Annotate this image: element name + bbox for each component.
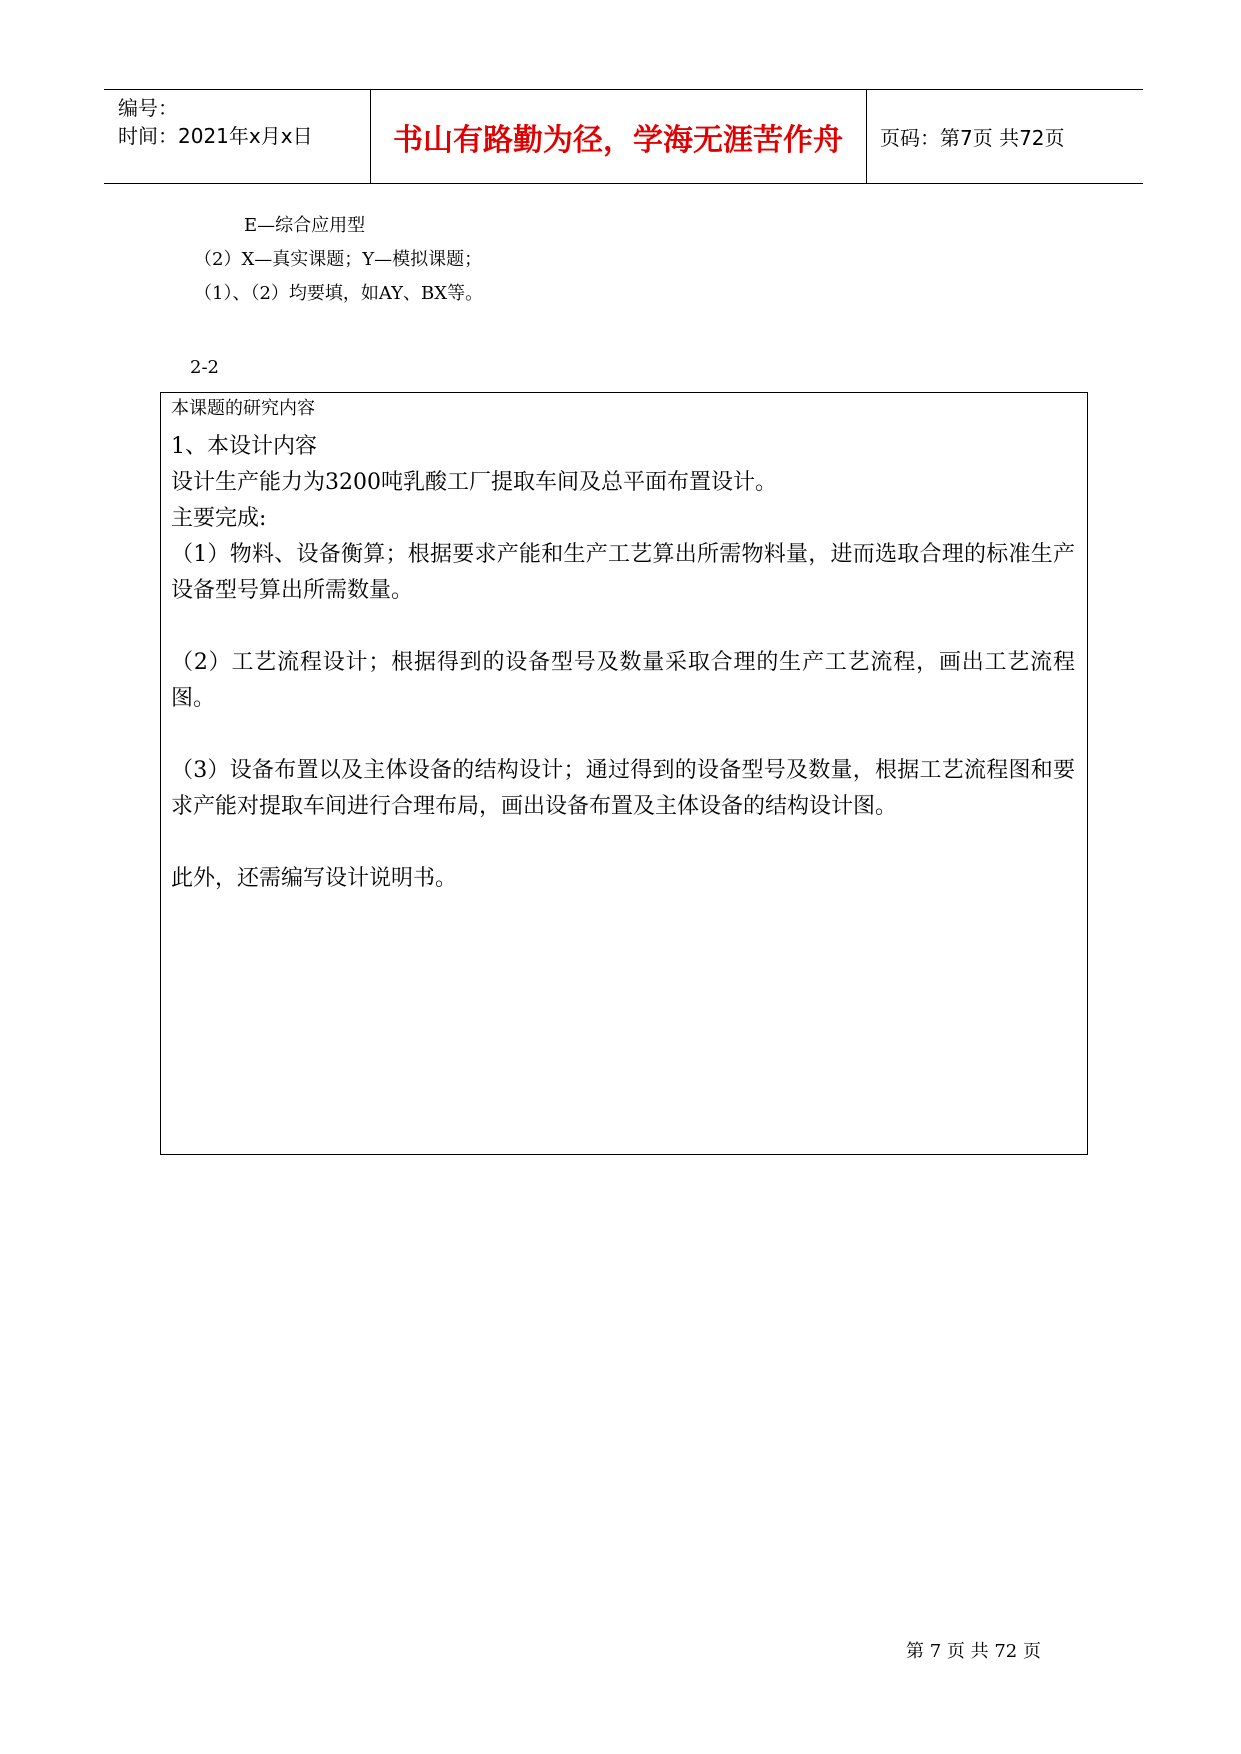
header-page-number: 页码：第7页 共72页 bbox=[880, 126, 1065, 150]
note-line: （1）、（2）均要填，如AY、BX等。 bbox=[194, 283, 484, 304]
paragraph: 1、本设计内容 bbox=[171, 434, 317, 459]
box-body bbox=[171, 429, 1075, 897]
header-motto: 书山有路勤为径，学海无涯苦作舟 bbox=[393, 122, 843, 158]
note-line: （2）X—真实课题；Y—模拟课题； bbox=[194, 249, 483, 270]
research-content-box bbox=[160, 392, 1088, 1155]
paragraph: 设计生产能力为3200吨乳酸工厂提取车间及总平面布置设计。 bbox=[171, 470, 777, 495]
date-label: 时间：2021年x月x日 bbox=[118, 124, 313, 148]
section-number: 2-2 bbox=[190, 357, 219, 378]
paragraph: 此外，还需编写设计说明书。 bbox=[171, 866, 458, 891]
number-label: 编号： bbox=[118, 96, 178, 120]
header-meta bbox=[118, 94, 366, 150]
page-header bbox=[104, 89, 1143, 184]
paragraph: （3）设备布置以及主体设备的结构设计；通过得到的设备型号及数量，根据工艺流程图和要求产能对提取车间进行合理布局，画出设备布置及主体设备的结构设计图。 bbox=[171, 758, 1075, 819]
box-title: 本课题的研究内容 bbox=[171, 398, 315, 419]
paragraph: （1）物料、设备衡算；根据要求产能和生产工艺算出所需物料量，进而选取合理的标准生产设备型号算出所需数量。 bbox=[171, 542, 1075, 603]
paragraph: （2）工艺流程设计；根据得到的设备型号及数量采取合理的生产工艺流程，画出工艺流程图。 bbox=[171, 650, 1075, 711]
paragraph: 主要完成: bbox=[171, 506, 267, 531]
footer-page-number: 第 7 页 共 72 页 bbox=[906, 1641, 1041, 1662]
note-line: E—综合应用型 bbox=[244, 215, 366, 236]
